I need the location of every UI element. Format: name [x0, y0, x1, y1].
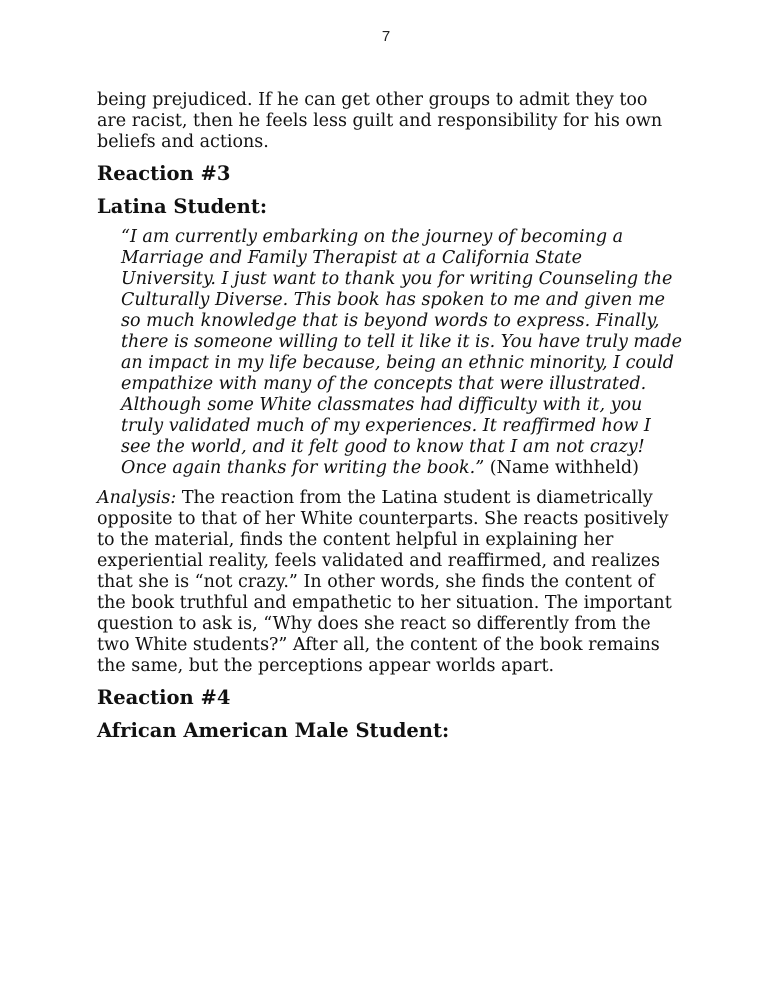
quote-attribution: (Name withheld)	[489, 458, 639, 478]
heading-african-american-male-student: African American Male Student:	[97, 719, 450, 742]
paragraph-continuation: being prejudiced. If he can get other groups to admit they too are racist, then he feels less guilt and responsibility for his own beliefs and actions.	[97, 90, 663, 152]
heading-latina-student: Latina Student:	[97, 195, 268, 218]
analysis-paragraph	[97, 488, 682, 677]
quote-text: “I am currently embarking on the journey of becoming a Marriage and Family Therapist at a California State University. I just want to thank you for writing Counseling the Culturally Diverse. This book has spoken to me and given me so much knowledge that is beyond words to express. Finally, there is someone willing to tell it like it is. You have truly made an impact in my life because, being an ethnic minority, I could empathize with many of the concepts that were illustrated. Although some White classmates had difficulty with it, you truly validated much of my experiences. It reaffirmed how I see the world, and it felt good to know that I am not crazy! Once again thanks for writing the book.”	[121, 227, 682, 478]
page-content	[97, 90, 682, 751]
analysis-lead: Analysis:	[97, 488, 177, 508]
heading-reaction-4: Reaction #4	[97, 686, 231, 709]
page-number: 7	[381, 28, 391, 45]
student-quote	[121, 227, 682, 479]
analysis-text: The reaction from the Latina student is diametrically opposite to that of her White counterparts. She reacts positively to the material, finds the content helpful in explaining her experiential reality, feels validated and reaffirmed, and realizes that she is “not crazy.” In other words, she finds the content of the book truthful and empathetic to her situation. The important question to ask is, “Why does she react so differently from the two White students?” After all, the content of the book remains the same, but the perceptions appear worlds apart.	[97, 488, 672, 676]
heading-reaction-3: Reaction #3	[97, 162, 231, 185]
